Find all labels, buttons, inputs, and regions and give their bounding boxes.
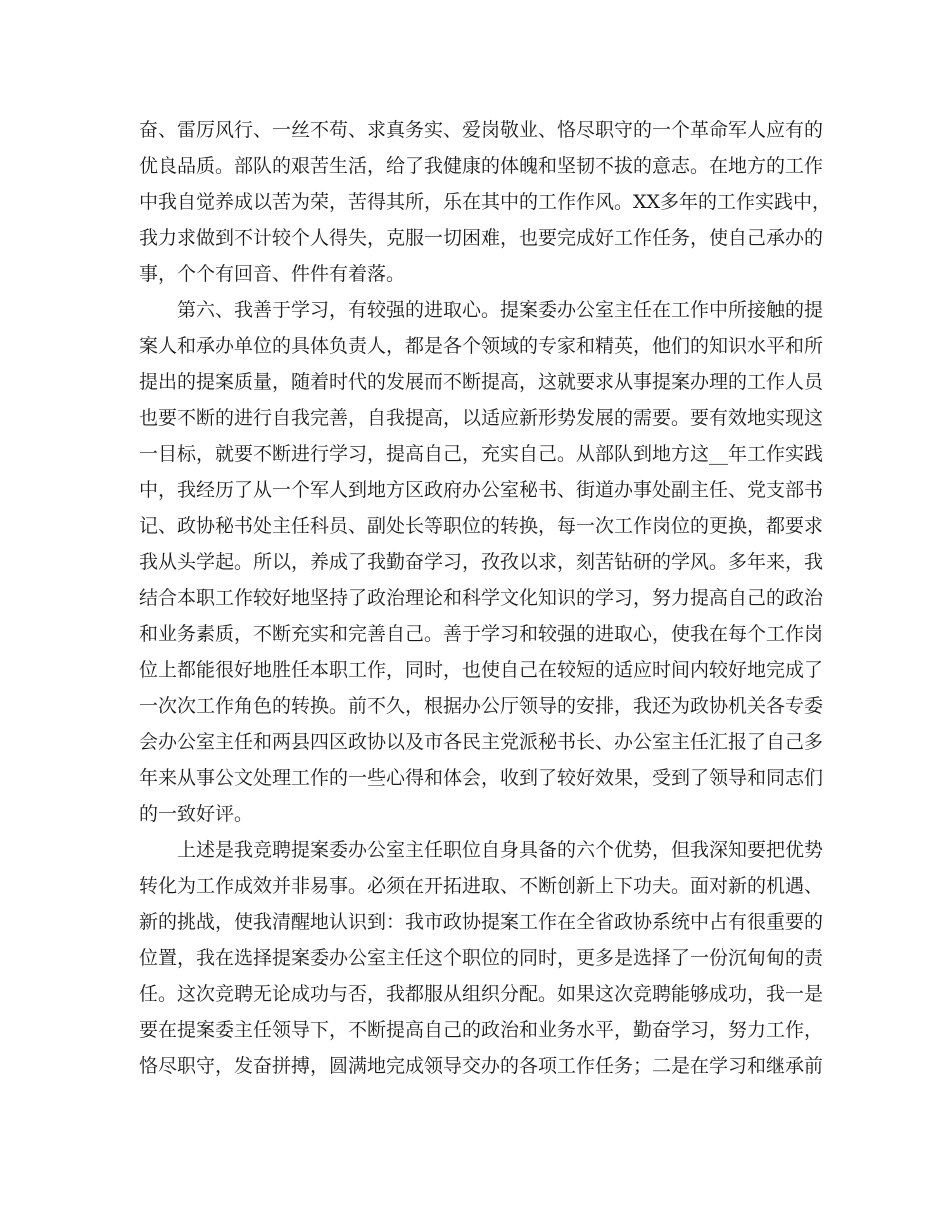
paragraph-1-line: 奋、雷厉风行、一丝不苟、求真务实、爱岗敬业、恪尽职守的一个革命军人应有的 bbox=[139, 119, 824, 141]
paragraph-1-line: 我力求做到不计较个人得失，克服一切困难，也要完成好工作任务，使自己承办的 bbox=[139, 227, 824, 249]
paragraph-2-line: 位上都能很好地胜任本职工作，同时，也使自己在较短的适应时间内较好地完成了 bbox=[139, 659, 824, 681]
paragraph-1-line: 中我自觉养成以苦为荣，苦得其所，乐在其中的工作作风。XX多年的工作实践中， bbox=[139, 191, 832, 213]
paragraph-3-line: 要在提案委主任领导下，不断提高自己的政治和业务水平，勤奋学习，努力工作， bbox=[139, 1019, 824, 1041]
paragraph-2-line: 记、政协秘书处主任科员、副处长等职位的转换，每一次工作岗位的更换，都要求 bbox=[139, 515, 824, 537]
paragraph-3-line: 位置，我在选择提案委办公室主任这个职位的同时，更多是选择了一份沉甸甸的责 bbox=[139, 947, 824, 969]
paragraph-2-line: 一次次工作角色的转换。前不久，根据办公厅领导的安排，我还为政协机关各专委 bbox=[139, 695, 824, 717]
paragraph-3-line: 任。这次竞聘无论成功与否，我都服从组织分配。如果这次竞聘能够成功，我一是 bbox=[139, 983, 824, 1005]
paragraph-3-line: 恪尽职守，发奋拼搏，圆满地完成领导交办的各项工作任务；二是在学习和继承前 bbox=[139, 1055, 824, 1077]
paragraph-1-line: 事，个个有回音、件件有着落。 bbox=[139, 263, 406, 285]
paragraph-3-line: 新的挑战，使我清醒地认识到：我市政协提案工作在全省政协系统中占有很重要的 bbox=[139, 911, 824, 933]
paragraph-2-line: 案人和承办单位的具体负责人，都是各个领域的专家和精英，他们的知识水平和所 bbox=[139, 335, 824, 357]
paragraph-2-line: 结合本职工作较好地坚持了政治理论和科学文化知识的学习，努力提高自己的政治 bbox=[139, 587, 824, 609]
paragraph-2-line: 年来从事公文处理工作的一些心得和体会，收到了较好效果，受到了领导和同志们 bbox=[139, 767, 824, 789]
paragraph-1-line: 优良品质。部队的艰苦生活，给了我健康的体魄和坚韧不拔的意志。在地方的工作 bbox=[139, 155, 824, 177]
paragraph-2-line: 一目标，就要不断进行学习，提高自己，充实自己。从部队到地方这__年工作实践 bbox=[139, 443, 824, 465]
paragraph-3-line: 上述是我竞聘提案委办公室主任职位自身具备的六个优势，但我深知要把优势 bbox=[177, 839, 824, 861]
paragraph-2-line: 也要不断的进行自我完善，自我提高，以适应新形势发展的需要。要有效地实现这 bbox=[139, 407, 824, 429]
paragraph-2-line: 我从头学起。所以，养成了我勤奋学习，孜孜以求，刻苦钻研的学风。多年来，我 bbox=[139, 551, 824, 573]
paragraph-3-line: 转化为工作成效并非易事。必须在开拓进取、不断创新上下功夫。面对新的机遇、 bbox=[139, 875, 824, 897]
paragraph-2-line: 提出的提案质量，随着时代的发展而不断提高，这就要求从事提案办理的工作人员 bbox=[139, 371, 824, 393]
paragraph-2-line: 和业务素质，不断充实和完善自己。善于学习和较强的进取心，使我在每个工作岗 bbox=[139, 623, 824, 645]
paragraph-2-line: 中，我经历了从一个军人到地方区政府办公室秘书、街道办事处副主任、党支部书 bbox=[139, 479, 824, 501]
paragraph-2-line: 会办公室主任和两县四区政协以及市各民主党派秘书长、办公室主任汇报了自己多 bbox=[139, 731, 824, 753]
paragraph-2-line: 的一致好评。 bbox=[139, 803, 254, 825]
paragraph-2-line: 第六、我善于学习，有较强的进取心。提案委办公室主任在工作中所接触的提 bbox=[177, 299, 824, 321]
body-text bbox=[139, 112, 832, 1084]
